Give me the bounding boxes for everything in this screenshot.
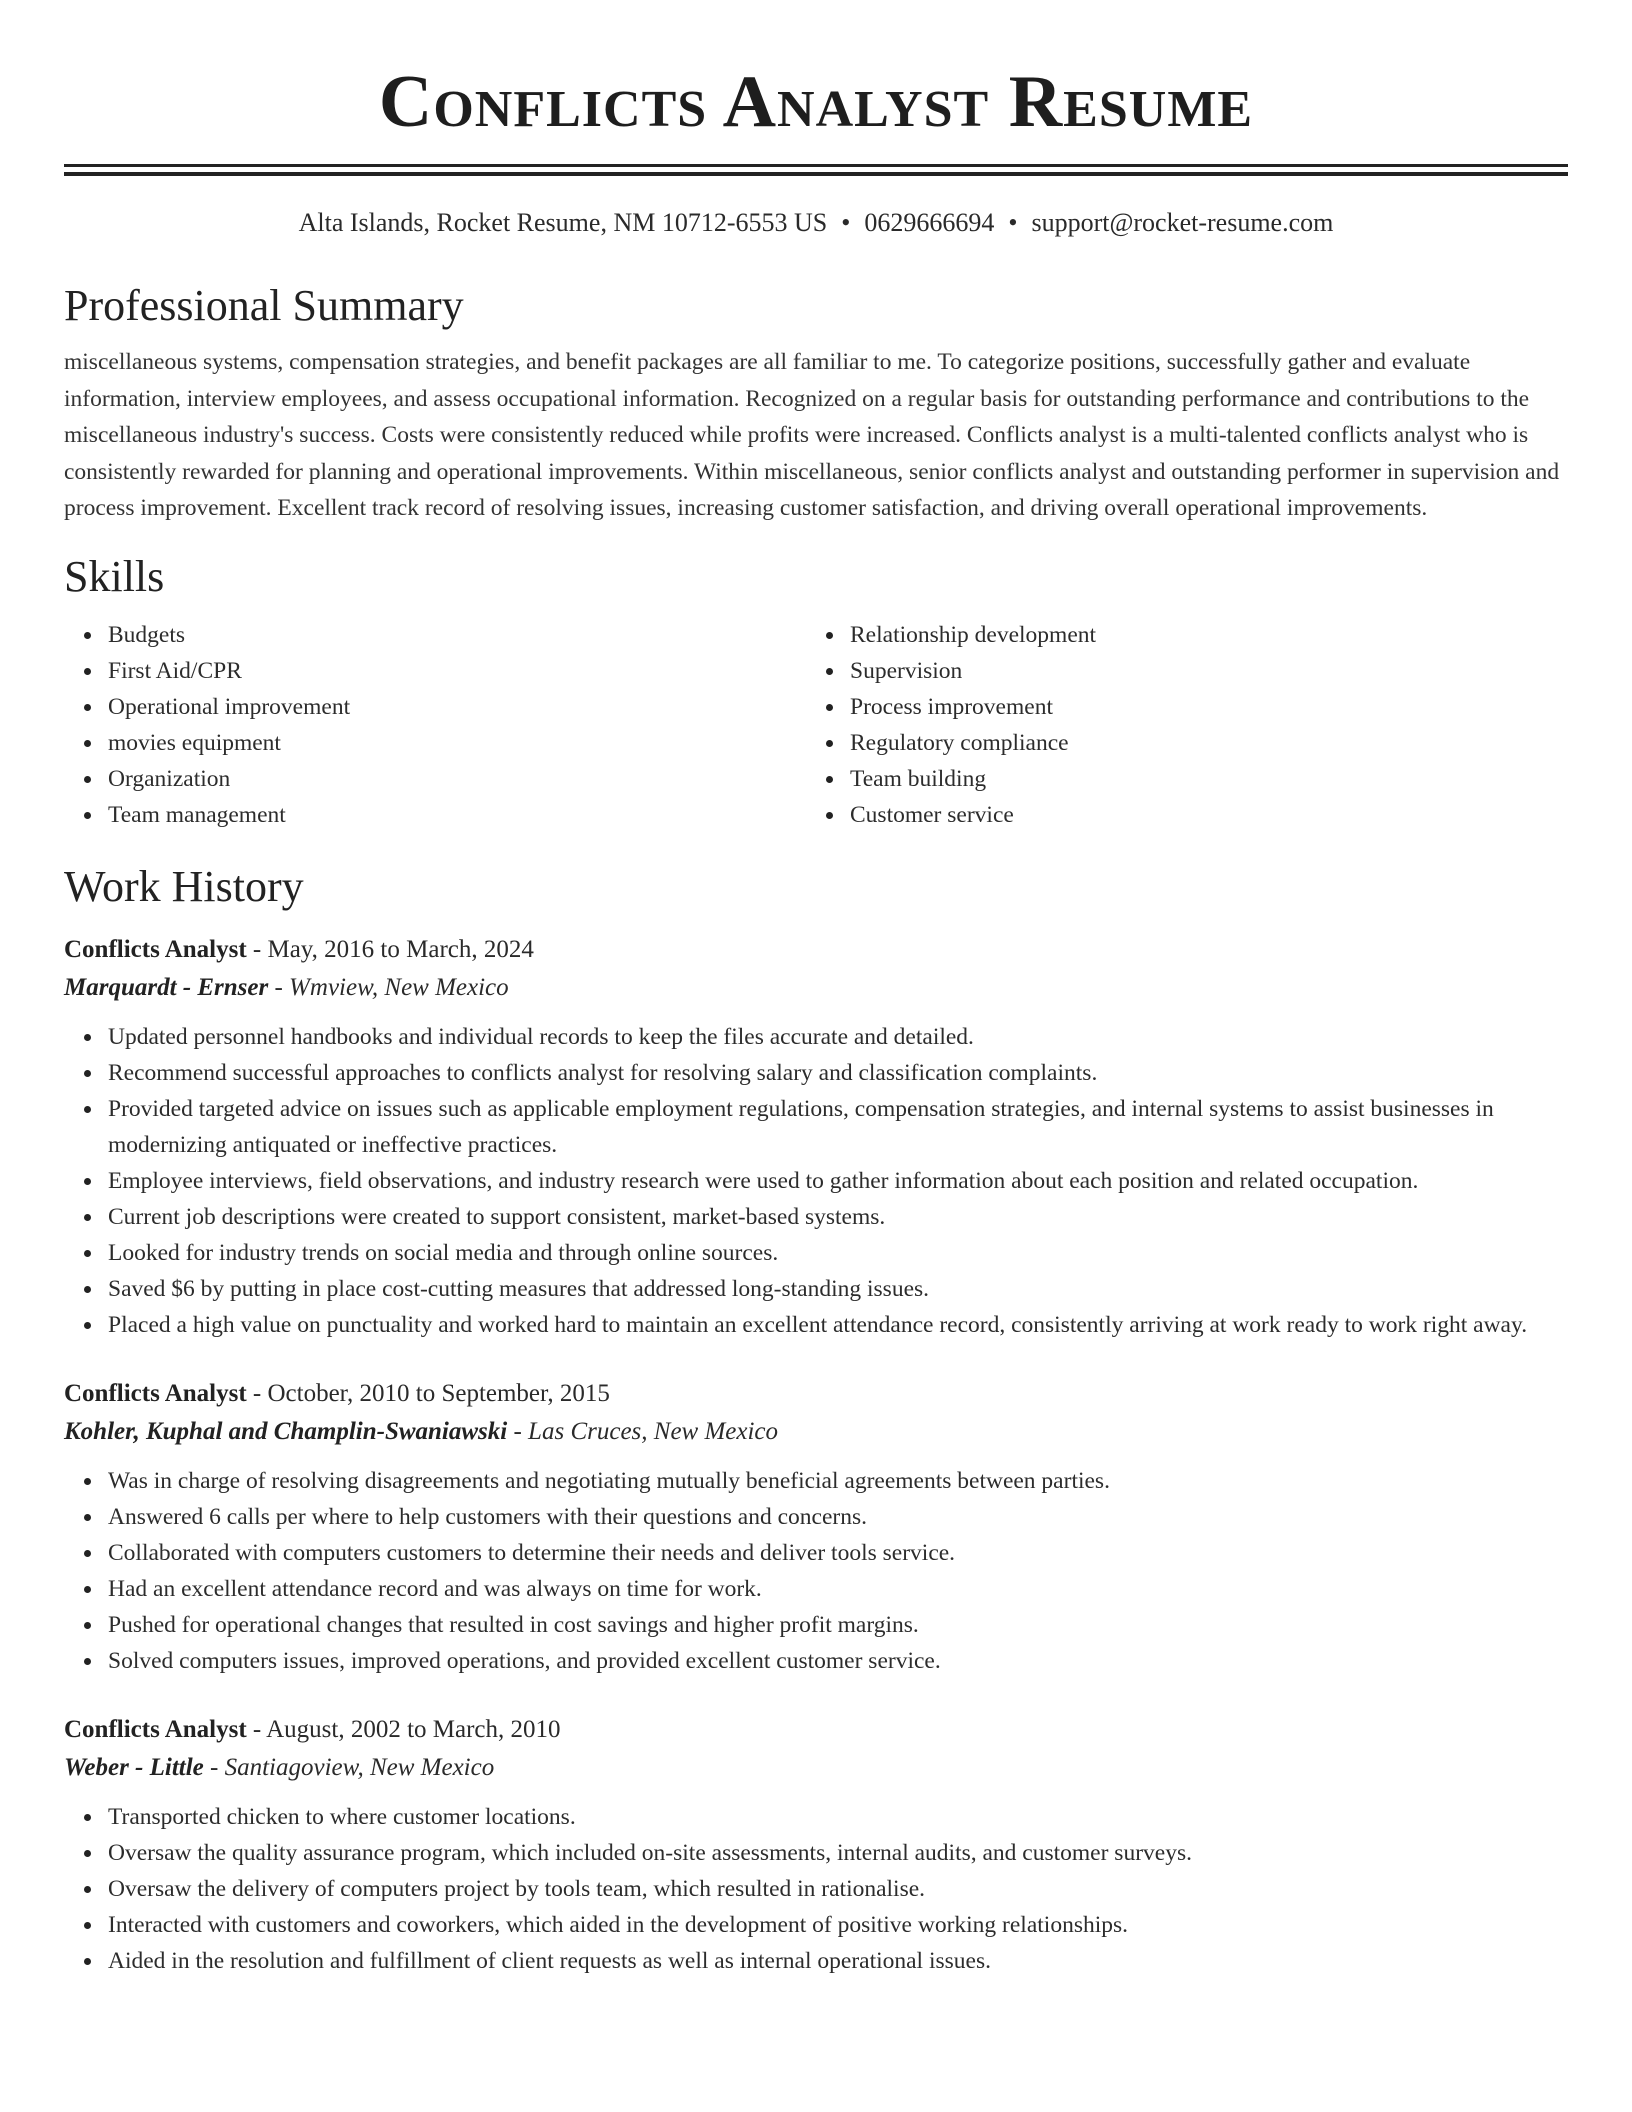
job-duties xyxy=(64,1463,1568,1679)
duty-item: Answered 6 calls per where to help customers with their questions and concerns. xyxy=(64,1499,1568,1535)
duty-item: Solved computers issues, improved operations, and provided excellent customer service. xyxy=(64,1643,1568,1679)
duty-item: Saved $6 by putting in place cost-cutting measures that addressed long-standing issues. xyxy=(64,1271,1568,1307)
duty-item: Recommend successful approaches to conflicts analyst for resolving salary and classification complaints. xyxy=(64,1055,1568,1091)
skill-item: Relationship development xyxy=(806,617,1548,653)
company-line xyxy=(64,1749,1568,1787)
duty-item: Interacted with customers and coworkers, which aided in the development of positive working relationships. xyxy=(64,1907,1568,1943)
title-divider xyxy=(64,164,1568,176)
job-entry xyxy=(64,1711,1568,1979)
company-line xyxy=(64,1413,1568,1451)
job-title-line xyxy=(64,1711,1568,1749)
skill-item: Customer service xyxy=(806,797,1548,833)
job-title-line xyxy=(64,931,1568,969)
contact-phone: 0629666694 xyxy=(864,208,995,237)
company-location: - Wmview, New Mexico xyxy=(268,973,509,1001)
contact-line xyxy=(64,206,1568,240)
contact-separator: • xyxy=(1008,208,1018,237)
company-name: Marquardt - Ernser xyxy=(64,973,269,1001)
job-entry xyxy=(64,1375,1568,1679)
skill-item: Team management xyxy=(64,797,806,833)
duty-item: Pushed for operational changes that resulted in cost savings and higher profit margins. xyxy=(64,1607,1568,1643)
duty-item: Provided targeted advice on issues such as applicable employment regulations, compensation strategies, and internal systems to assist businesses in modernizing antiquated or ineffective practices. xyxy=(64,1091,1568,1163)
job-dates: - August, 2002 to March, 2010 xyxy=(246,1715,561,1743)
page-title: Conflicts Analyst Resume xyxy=(378,61,1254,143)
job-entry xyxy=(64,931,1568,1343)
summary-text: miscellaneous systems, compensation strategies, and benefit packages are all familiar to me. To categorize positions, successfully gather and evaluate information, interview employees, and assess occupational information. Recognized on a regular basis for outstanding performance and contributions to the miscellaneous industry's success. Costs were consistently reduced while profits were increased. Conflicts analyst is a multi-talented conflicts analyst who is consistently rewarded for planning and operational improvements. Within miscellaneous, senior conflicts analyst and outstanding performer in supervision and process improvement. Excellent track record of resolving issues, increasing customer satisfaction, and driving overall operational improvements. xyxy=(64,349,1560,521)
contact-address: Alta Islands, Rocket Resume, NM 10712-6553 US xyxy=(298,208,828,237)
summary-heading: Professional Summary xyxy=(64,281,464,330)
duty-item: Transported chicken to where customer locations. xyxy=(64,1799,1568,1835)
duty-item: Had an excellent attendance record and was always on time for work. xyxy=(64,1571,1568,1607)
skill-item: Operational improvement xyxy=(64,689,806,725)
job-dates: - October, 2010 to September, 2015 xyxy=(246,1379,610,1407)
skill-item: Team building xyxy=(806,761,1548,797)
company-name: Kohler, Kuphal and Champlin-Swaniawski xyxy=(64,1417,508,1445)
job-duties xyxy=(64,1019,1568,1343)
duty-item: Employee interviews, field observations, and industry research were used to gather information about each position and related occupation. xyxy=(64,1163,1568,1199)
skill-item: First Aid/CPR xyxy=(64,653,806,689)
work-history-heading: Work History xyxy=(64,861,304,911)
duty-item: Collaborated with computers customers to determine their needs and deliver tools service. xyxy=(64,1535,1568,1571)
company-line xyxy=(64,969,1568,1007)
job-dates: - May, 2016 to March, 2024 xyxy=(246,935,534,963)
company-name: Weber - Little xyxy=(64,1753,204,1781)
skills-column-left xyxy=(64,617,806,833)
skills-heading: Skills xyxy=(64,551,165,601)
skill-item: Organization xyxy=(64,761,806,797)
contact-separator: • xyxy=(841,208,851,237)
duty-item: Placed a high value on punctuality and worked hard to maintain an excellent attendance record, consistently arriving at work ready to work right away. xyxy=(64,1307,1568,1343)
contact-email: support@rocket-resume.com xyxy=(1031,208,1334,237)
duty-item: Oversaw the delivery of computers project by tools team, which resulted in rationalise. xyxy=(64,1871,1568,1907)
duty-item: Updated personnel handbooks and individual records to keep the files accurate and detailed. xyxy=(64,1019,1568,1055)
skill-item: movies equipment xyxy=(64,725,806,761)
skill-item: Regulatory compliance xyxy=(806,725,1548,761)
skill-item: Budgets xyxy=(64,617,806,653)
company-location: - Santiagoview, New Mexico xyxy=(203,1753,495,1781)
job-title: Conflicts Analyst xyxy=(64,1379,247,1407)
job-title-line xyxy=(64,1375,1568,1413)
job-title: Conflicts Analyst xyxy=(64,1715,247,1743)
job-duties xyxy=(64,1799,1568,1979)
duty-item: Oversaw the quality assurance program, which included on-site assessments, internal audits, and customer surveys. xyxy=(64,1835,1568,1871)
duty-item: Looked for industry trends on social media and through online sources. xyxy=(64,1235,1568,1271)
skills-column-right xyxy=(806,617,1548,833)
job-title: Conflicts Analyst xyxy=(64,935,247,963)
skill-item: Supervision xyxy=(806,653,1548,689)
duty-item: Current job descriptions were created to support consistent, market-based systems. xyxy=(64,1199,1568,1235)
duty-item: Aided in the resolution and fulfillment of client requests as well as internal operational issues. xyxy=(64,1943,1568,1979)
skill-item: Process improvement xyxy=(806,689,1548,725)
duty-item: Was in charge of resolving disagreements and negotiating mutually beneficial agreements between parties. xyxy=(64,1463,1568,1499)
skills-list xyxy=(64,617,1568,833)
company-location: - Las Cruces, New Mexico xyxy=(507,1417,779,1445)
